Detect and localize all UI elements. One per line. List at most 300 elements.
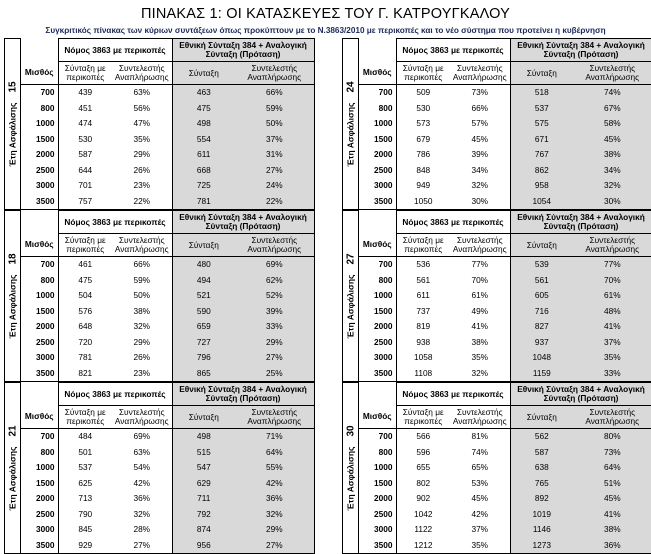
salary-cell: 800 xyxy=(21,101,58,117)
table-row xyxy=(21,163,314,179)
proposal-pension-cell: 575 xyxy=(510,116,573,132)
law-rate-header: Συντελεστής Αναπλήρωσης xyxy=(450,234,510,257)
table-header-row xyxy=(21,211,314,234)
proposal-pension-cell: 547 xyxy=(172,460,235,476)
law-rate-cell: 36% xyxy=(112,491,172,507)
pension-table-block xyxy=(4,38,314,210)
proposal-pension-cell: 958 xyxy=(510,178,573,194)
law-rate-cell: 49% xyxy=(450,304,510,320)
salary-cell: 2000 xyxy=(21,319,58,335)
years-label-text: Έτη Ασφάλισης xyxy=(345,274,355,339)
salary-cell: 3500 xyxy=(21,538,58,554)
law-pension-cell: 484 xyxy=(58,429,112,445)
law-pension-cell: 821 xyxy=(58,366,112,382)
law-pension-cell: 530 xyxy=(396,101,450,117)
salary-header: Μισθός xyxy=(359,62,396,85)
table-row xyxy=(359,491,651,507)
salary-cell: 700 xyxy=(21,429,58,445)
law-rate-cell: 66% xyxy=(450,101,510,117)
law-pension-cell: 1050 xyxy=(396,194,450,210)
proposal-pension-cell: 539 xyxy=(510,257,573,273)
salary-cell: 1500 xyxy=(21,476,58,492)
law-pension-cell: 625 xyxy=(58,476,112,492)
law-rate-cell: 47% xyxy=(112,116,172,132)
table-row xyxy=(21,366,314,382)
law-pension-cell: 655 xyxy=(396,460,450,476)
law-rate-cell: 69% xyxy=(112,429,172,445)
table-row xyxy=(21,194,314,210)
proposal-pension-cell: 792 xyxy=(172,507,235,523)
pension-comparison-table xyxy=(359,382,651,554)
proposal-pension-cell: 1159 xyxy=(510,366,573,382)
proposal-rate-header: Συντελεστής Αναπλήρωσης xyxy=(573,406,651,429)
law-pension-cell: 902 xyxy=(396,491,450,507)
law-pension-cell: 576 xyxy=(58,304,112,320)
law-pension-cell: 644 xyxy=(58,163,112,179)
proposal-pension-cell: 956 xyxy=(172,538,235,554)
table-row xyxy=(21,304,314,320)
proposal-pension-cell: 605 xyxy=(510,288,573,304)
proposal-pension-cell: 475 xyxy=(172,101,235,117)
salary-header: Μισθός xyxy=(359,406,396,429)
law-rate-cell: 22% xyxy=(112,194,172,210)
proposal-rate-cell: 62% xyxy=(235,273,314,289)
salary-cell: 1500 xyxy=(359,304,396,320)
proposal-rate-cell: 64% xyxy=(573,460,651,476)
proposal-pension-cell: 827 xyxy=(510,319,573,335)
years-of-insurance-label xyxy=(4,38,21,210)
law-rate-cell: 35% xyxy=(450,538,510,554)
proposal-rate-cell: 58% xyxy=(573,116,651,132)
pension-table-block xyxy=(4,210,314,382)
pension-comparison-table xyxy=(21,210,315,382)
table-row xyxy=(21,132,314,148)
law-pension-header: Σύνταξη με περικοπές xyxy=(58,406,112,429)
table-row xyxy=(21,507,314,523)
salary-cell: 3000 xyxy=(21,522,58,538)
law-pension-cell: 537 xyxy=(58,460,112,476)
proposal-header: Εθνική Σύνταξη 384 + Αναλογική Σύνταξη (Πρόταση) xyxy=(172,39,314,62)
proposal-pension-cell: 1054 xyxy=(510,194,573,210)
table-subheader-row xyxy=(359,234,651,257)
proposal-rate-cell: 27% xyxy=(235,350,314,366)
proposal-pension-cell: 554 xyxy=(172,132,235,148)
salary-cell: 700 xyxy=(359,257,396,273)
salary-cell: 2500 xyxy=(21,507,58,523)
law-rate-cell: 63% xyxy=(112,85,172,101)
law-pension-cell: 802 xyxy=(396,476,450,492)
years-value: 18 xyxy=(7,253,18,265)
salary-cell: 1000 xyxy=(359,116,396,132)
law-rate-cell: 30% xyxy=(450,194,510,210)
table-row xyxy=(21,85,314,101)
law-rate-cell: 23% xyxy=(112,178,172,194)
proposal-rate-cell: 25% xyxy=(235,366,314,382)
law-pension-cell: 1122 xyxy=(396,522,450,538)
proposal-rate-cell: 37% xyxy=(235,132,314,148)
salary-cell: 2500 xyxy=(21,163,58,179)
law-rate-cell: 38% xyxy=(112,304,172,320)
proposal-rate-cell: 33% xyxy=(573,366,651,382)
salary-cell: 1000 xyxy=(21,288,58,304)
table-row xyxy=(21,445,314,461)
law-rate-cell: 35% xyxy=(112,132,172,148)
years-label-text: Έτη Ασφάλισης xyxy=(7,102,17,167)
proposal-rate-header: Συντελεστής Αναπλήρωσης xyxy=(235,234,314,257)
law-rate-cell: 45% xyxy=(450,491,510,507)
law-pension-header: Σύνταξη με περικοπές xyxy=(396,406,450,429)
proposal-rate-cell: 52% xyxy=(235,288,314,304)
salary-cell: 1500 xyxy=(21,304,58,320)
proposal-rate-cell: 59% xyxy=(235,101,314,117)
proposal-rate-cell: 31% xyxy=(235,147,314,163)
table-row xyxy=(359,163,651,179)
law-rate-cell: 39% xyxy=(450,147,510,163)
table-row xyxy=(359,273,651,289)
pension-comparison-table xyxy=(21,38,315,210)
table-row xyxy=(21,116,314,132)
law-rate-cell: 45% xyxy=(450,132,510,148)
proposal-rate-cell: 34% xyxy=(573,163,651,179)
law-pension-cell: 737 xyxy=(396,304,450,320)
salary-cell: 3000 xyxy=(21,178,58,194)
proposal-pension-cell: 659 xyxy=(172,319,235,335)
proposal-rate-cell: 22% xyxy=(235,194,314,210)
proposal-rate-cell: 38% xyxy=(573,522,651,538)
proposal-rate-cell: 32% xyxy=(573,178,651,194)
law-rate-cell: 23% xyxy=(112,366,172,382)
table-row xyxy=(359,460,651,476)
proposal-rate-cell: 71% xyxy=(235,429,314,445)
proposal-pension-cell: 537 xyxy=(510,101,573,117)
law-rate-cell: 42% xyxy=(112,476,172,492)
proposal-pension-cell: 668 xyxy=(172,163,235,179)
proposal-header: Εθνική Σύνταξη 384 + Αναλογική Σύνταξη (Πρόταση) xyxy=(510,39,651,62)
proposal-rate-cell: 29% xyxy=(235,335,314,351)
proposal-header: Εθνική Σύνταξη 384 + Αναλογική Σύνταξη (Πρόταση) xyxy=(172,211,314,234)
years-value: 27 xyxy=(345,253,356,265)
proposal-pension-cell: 1273 xyxy=(510,538,573,554)
salary-cell: 800 xyxy=(359,273,396,289)
proposal-pension-cell: 611 xyxy=(172,147,235,163)
law-rate-cell: 42% xyxy=(450,507,510,523)
law-rate-cell: 63% xyxy=(112,445,172,461)
law-pension-cell: 474 xyxy=(58,116,112,132)
table-row xyxy=(21,491,314,507)
salary-cell: 3000 xyxy=(359,522,396,538)
law-rate-cell: 27% xyxy=(112,538,172,554)
proposal-pension-cell: 463 xyxy=(172,85,235,101)
salary-cell: 3000 xyxy=(359,350,396,366)
proposal-rate-cell: 45% xyxy=(573,132,651,148)
salary-header: Μισθός xyxy=(21,406,58,429)
law-pension-cell: 949 xyxy=(396,178,450,194)
proposal-pension-cell: 781 xyxy=(172,194,235,210)
table-subheader-row xyxy=(21,62,314,85)
years-of-insurance-label xyxy=(4,210,21,382)
law-rate-cell: 81% xyxy=(450,429,510,445)
table-subheader-row xyxy=(359,62,651,85)
pension-comparison-table xyxy=(21,382,315,554)
table-header-row xyxy=(359,39,651,62)
law-pension-cell: 596 xyxy=(396,445,450,461)
proposal-pension-cell: 671 xyxy=(510,132,573,148)
proposal-rate-header: Συντελεστής Αναπλήρωσης xyxy=(573,234,651,257)
proposal-rate-cell: 30% xyxy=(573,194,651,210)
proposal-pension-cell: 590 xyxy=(172,304,235,320)
law-rate-cell: 70% xyxy=(450,273,510,289)
proposal-pension-cell: 711 xyxy=(172,491,235,507)
law-pension-cell: 701 xyxy=(58,178,112,194)
proposal-pension-header: Σύνταξη xyxy=(172,234,235,257)
law-pension-cell: 561 xyxy=(396,273,450,289)
law-rate-header: Συντελεστής Αναπλήρωσης xyxy=(450,62,510,85)
proposal-pension-header: Σύνταξη xyxy=(510,234,573,257)
table-header-row xyxy=(359,383,651,406)
salary-cell: 2000 xyxy=(21,147,58,163)
table-row xyxy=(359,319,651,335)
law-rate-cell: 32% xyxy=(450,366,510,382)
law-pension-cell: 848 xyxy=(396,163,450,179)
proposal-pension-cell: 796 xyxy=(172,350,235,366)
proposal-rate-cell: 37% xyxy=(573,335,651,351)
law-header: Νόμος 3863 με περικοπές xyxy=(58,383,172,406)
proposal-pension-cell: 498 xyxy=(172,116,235,132)
table-row xyxy=(359,132,651,148)
proposal-pension-cell: 629 xyxy=(172,476,235,492)
proposal-rate-cell: 27% xyxy=(235,538,314,554)
years-of-insurance-label xyxy=(342,382,359,554)
proposal-rate-cell: 39% xyxy=(235,304,314,320)
law-pension-cell: 713 xyxy=(58,491,112,507)
table-row xyxy=(359,101,651,117)
salary-cell: 1000 xyxy=(21,116,58,132)
salary-cell: 800 xyxy=(21,273,58,289)
pension-table-block xyxy=(4,382,314,554)
proposal-pension-cell: 561 xyxy=(510,273,573,289)
proposal-rate-cell: 70% xyxy=(573,273,651,289)
proposal-pension-header: Σύνταξη xyxy=(510,62,573,85)
law-pension-cell: 819 xyxy=(396,319,450,335)
proposal-rate-cell: 74% xyxy=(573,85,651,101)
law-rate-cell: 26% xyxy=(112,163,172,179)
law-rate-cell: 29% xyxy=(112,335,172,351)
pension-table-block xyxy=(342,38,651,210)
table-row xyxy=(21,273,314,289)
law-pension-cell: 1108 xyxy=(396,366,450,382)
law-pension-cell: 573 xyxy=(396,116,450,132)
table-header-row xyxy=(21,39,314,62)
law-rate-cell: 65% xyxy=(450,460,510,476)
law-pension-cell: 566 xyxy=(396,429,450,445)
table-row xyxy=(359,194,651,210)
law-pension-header: Σύνταξη με περικοπές xyxy=(396,62,450,85)
proposal-pension-cell: 767 xyxy=(510,147,573,163)
law-pension-cell: 790 xyxy=(58,507,112,523)
pension-table-block xyxy=(342,382,651,554)
salary-cell: 700 xyxy=(359,85,396,101)
years-of-insurance-label xyxy=(342,38,359,210)
law-rate-cell: 59% xyxy=(112,273,172,289)
law-header: Νόμος 3863 με περικοπές xyxy=(396,39,510,62)
salary-cell: 2000 xyxy=(359,319,396,335)
proposal-pension-header: Σύνταξη xyxy=(172,62,235,85)
salary-cell: 700 xyxy=(21,257,58,273)
salary-cell: 800 xyxy=(21,445,58,461)
proposal-pension-cell: 515 xyxy=(172,445,235,461)
salary-header: Μισθός xyxy=(21,62,58,85)
years-label-text: Έτη Ασφάλισης xyxy=(345,102,355,167)
proposal-pension-cell: 638 xyxy=(510,460,573,476)
law-pension-cell: 1212 xyxy=(396,538,450,554)
salary-cell: 2000 xyxy=(21,491,58,507)
law-rate-cell: 35% xyxy=(450,350,510,366)
table-row xyxy=(21,335,314,351)
salary-cell: 1500 xyxy=(359,132,396,148)
salary-cell: 1000 xyxy=(359,288,396,304)
law-pension-cell: 536 xyxy=(396,257,450,273)
salary-cell: 1000 xyxy=(21,460,58,476)
law-rate-cell: 73% xyxy=(450,85,510,101)
law-rate-cell: 32% xyxy=(450,178,510,194)
proposal-pension-cell: 727 xyxy=(172,335,235,351)
law-rate-cell: 41% xyxy=(450,319,510,335)
law-rate-cell: 38% xyxy=(450,335,510,351)
table-subheader-row xyxy=(21,406,314,429)
proposal-rate-cell: 36% xyxy=(573,538,651,554)
proposal-rate-header: Συντελεστής Αναπλήρωσης xyxy=(235,62,314,85)
proposal-rate-cell: 29% xyxy=(235,522,314,538)
salary-cell: 2000 xyxy=(359,147,396,163)
proposal-pension-cell: 518 xyxy=(510,85,573,101)
years-value: 30 xyxy=(345,425,356,437)
law-pension-cell: 781 xyxy=(58,350,112,366)
table-row xyxy=(21,538,314,554)
proposal-rate-cell: 69% xyxy=(235,257,314,273)
proposal-rate-cell: 38% xyxy=(573,147,651,163)
law-pension-cell: 1058 xyxy=(396,350,450,366)
proposal-rate-cell: 35% xyxy=(573,350,651,366)
proposal-pension-cell: 765 xyxy=(510,476,573,492)
table-row xyxy=(21,429,314,445)
page-subtitle: Συγκριτικός πίνακας των κύριων συντάξεων όπως προκύπτουν με το Ν.3863/2010 με περικοπές και το νέο σύστημα που προτείνει η κυβέρνηση xyxy=(45,26,606,35)
law-pension-cell: 679 xyxy=(396,132,450,148)
proposal-rate-cell: 27% xyxy=(235,163,314,179)
proposal-rate-cell: 67% xyxy=(573,101,651,117)
years-of-insurance-label xyxy=(342,210,359,382)
law-pension-cell: 587 xyxy=(58,147,112,163)
proposal-pension-cell: 498 xyxy=(172,429,235,445)
salary-cell: 3500 xyxy=(359,366,396,382)
law-pension-header: Σύνταξη με περικοπές xyxy=(58,234,112,257)
proposal-pension-cell: 587 xyxy=(510,445,573,461)
law-rate-cell: 37% xyxy=(450,522,510,538)
law-rate-cell: 32% xyxy=(112,319,172,335)
proposal-rate-cell: 41% xyxy=(573,319,651,335)
law-rate-cell: 66% xyxy=(112,257,172,273)
years-label-text: Έτη Ασφάλισης xyxy=(7,274,17,339)
salary-cell: 1500 xyxy=(21,132,58,148)
pension-comparison-table xyxy=(359,210,651,382)
law-pension-cell: 475 xyxy=(58,273,112,289)
proposal-pension-cell: 937 xyxy=(510,335,573,351)
table-row xyxy=(21,101,314,117)
proposal-rate-cell: 45% xyxy=(573,491,651,507)
law-pension-cell: 611 xyxy=(396,288,450,304)
law-rate-cell: 61% xyxy=(450,288,510,304)
proposal-pension-cell: 521 xyxy=(172,288,235,304)
table-row xyxy=(21,178,314,194)
salary-cell: 1000 xyxy=(359,460,396,476)
table-row xyxy=(359,335,651,351)
table-row xyxy=(359,85,651,101)
salary-cell: 800 xyxy=(359,101,396,117)
proposal-rate-header: Συντελεστής Αναπλήρωσης xyxy=(235,406,314,429)
salary-cell: 2500 xyxy=(359,163,396,179)
salary-cell: 800 xyxy=(359,445,396,461)
proposal-rate-cell: 48% xyxy=(573,304,651,320)
table-row xyxy=(359,257,651,273)
law-pension-header: Σύνταξη με περικοπές xyxy=(396,234,450,257)
proposal-rate-cell: 33% xyxy=(235,319,314,335)
pension-comparison-table xyxy=(359,38,651,210)
law-header: Νόμος 3863 με περικοπές xyxy=(396,211,510,234)
salary-cell: 2500 xyxy=(359,507,396,523)
proposal-rate-cell: 51% xyxy=(573,476,651,492)
law-pension-cell: 1042 xyxy=(396,507,450,523)
table-row xyxy=(359,288,651,304)
law-pension-cell: 509 xyxy=(396,85,450,101)
years-of-insurance-label xyxy=(4,382,21,554)
proposal-rate-cell: 73% xyxy=(573,445,651,461)
salary-cell: 3500 xyxy=(359,194,396,210)
proposal-pension-cell: 716 xyxy=(510,304,573,320)
table-row xyxy=(359,366,651,382)
law-pension-cell: 648 xyxy=(58,319,112,335)
proposal-rate-cell: 80% xyxy=(573,429,651,445)
law-rate-cell: 54% xyxy=(112,460,172,476)
proposal-header: Εθνική Σύνταξη 384 + Αναλογική Σύνταξη (Πρόταση) xyxy=(172,383,314,406)
salary-header: Μισθός xyxy=(359,234,396,257)
law-pension-cell: 461 xyxy=(58,257,112,273)
law-rate-cell: 28% xyxy=(112,522,172,538)
salary-cell: 3000 xyxy=(359,178,396,194)
law-rate-cell: 56% xyxy=(112,101,172,117)
proposal-rate-cell: 61% xyxy=(573,288,651,304)
law-rate-cell: 74% xyxy=(450,445,510,461)
law-pension-cell: 501 xyxy=(58,445,112,461)
law-header: Νόμος 3863 με περικοπές xyxy=(58,211,172,234)
table-row xyxy=(21,460,314,476)
proposal-pension-cell: 725 xyxy=(172,178,235,194)
proposal-header: Εθνική Σύνταξη 384 + Αναλογική Σύνταξη (Πρόταση) xyxy=(510,383,651,406)
law-pension-cell: 929 xyxy=(58,538,112,554)
table-header-row xyxy=(21,383,314,406)
years-value: 21 xyxy=(7,425,18,437)
law-pension-cell: 720 xyxy=(58,335,112,351)
table-row xyxy=(359,507,651,523)
law-pension-cell: 757 xyxy=(58,194,112,210)
table-subheader-row xyxy=(21,234,314,257)
proposal-rate-cell: 77% xyxy=(573,257,651,273)
table-subheader-row xyxy=(359,406,651,429)
salary-header: Μισθός xyxy=(21,234,58,257)
proposal-rate-cell: 42% xyxy=(235,476,314,492)
proposal-pension-cell: 1019 xyxy=(510,507,573,523)
proposal-rate-header: Συντελεστής Αναπλήρωσης xyxy=(573,62,651,85)
table-row xyxy=(359,304,651,320)
salary-cell: 3500 xyxy=(359,538,396,554)
